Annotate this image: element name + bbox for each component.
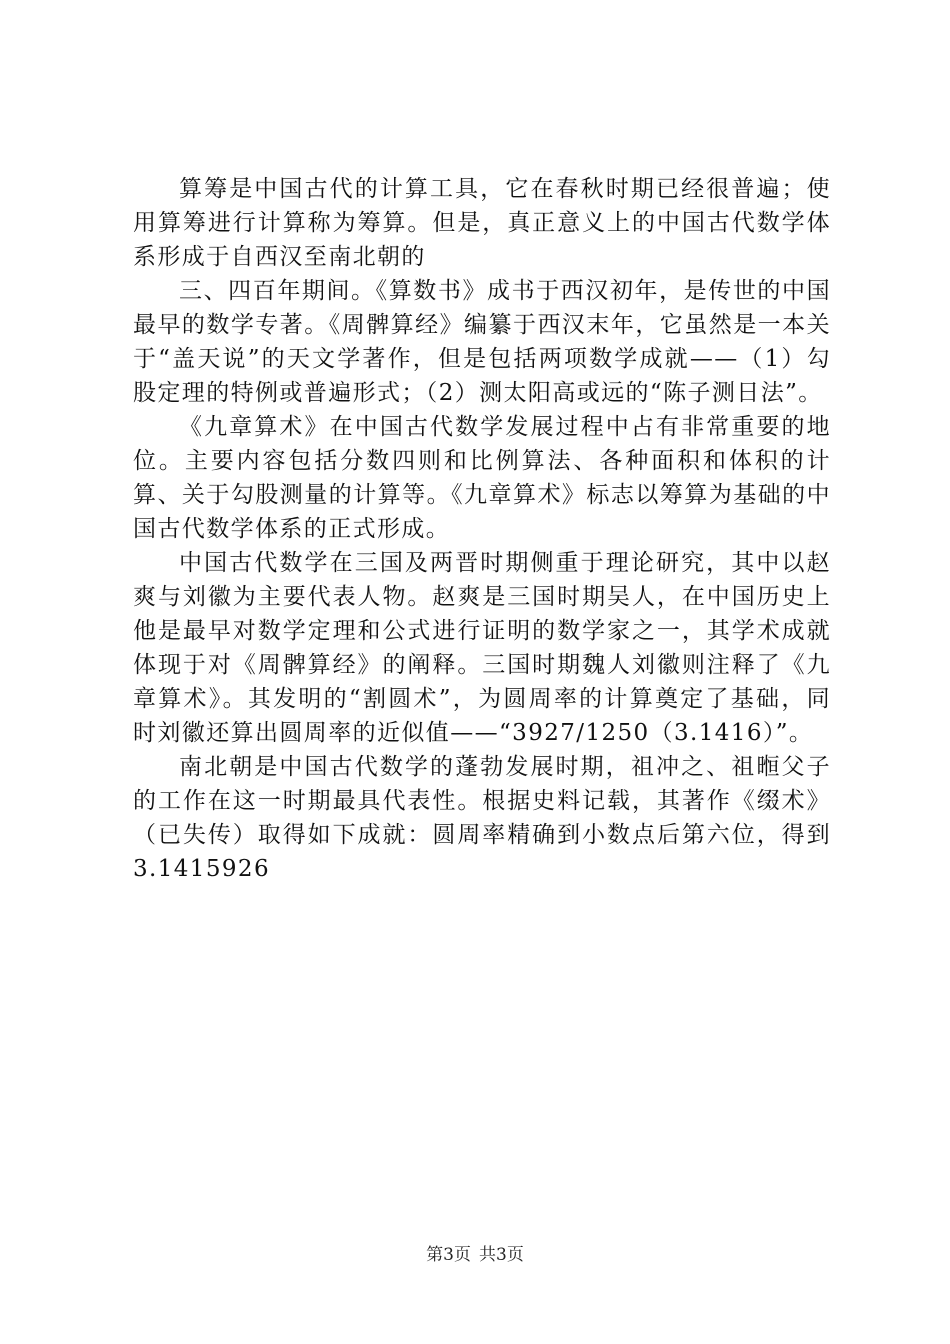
page-total: 共3页 (479, 1245, 524, 1265)
page-number: 第3页 (426, 1245, 471, 1265)
paragraph-4: 中国古代数学在三国及两晋时期侧重于理论研究，其中以赵爽与刘徽为主要代表人物。赵爽是三国时期吴人，在中国历史上他是最早对数学定理和公式进行证明的数学家之一，其学术成就体现于对《周髀算经》的阐释。三国时期魏人刘徽则注释了《九章算术》。其发明的“割圆术”，为圆周率的计算奠定了基础，同时刘徽还算出圆周率的近似值——“3927/1250（3.1416）”。 (133, 550, 831, 746)
page-footer (0, 1244, 950, 1266)
paragraph-3: 《九章算术》在中国古代数学发展过程中占有非常重要的地位。主要内容包括分数四则和比例算法、各种面积和体积的计算、关于勾股测量的计算等。《九章算术》标志以筹算为基础的中国古代数学体系的正式形成。 (133, 414, 831, 542)
paragraph-2: 三、四百年期间。《算数书》成书于西汉初年，是传世的中国最早的数学专著。《周髀算经》编纂于西汉末年，它虽然是一本关于“盖天说”的天文学著作，但是包括两项数学成就——（1）勾股定理的特例或普遍形式；（2）测太阳高或远的“陈子测日法”。 (133, 278, 831, 406)
paragraph-5: 南北朝是中国古代数学的蓬勃发展时期，祖冲之、祖暅父子的工作在这一时期最具代表性。根据史料记载，其著作《缀术》（已失传）取得如下成就：圆周率精确到小数点后第六位，得到3.1415926 (133, 754, 831, 882)
document-body (133, 172, 831, 886)
paragraph-1: 算筹是中国古代的计算工具，它在春秋时期已经很普遍；使用算筹进行计算称为筹算。但是，真正意义上的中国古代数学体系形成于自西汉至南北朝的 (133, 176, 831, 270)
